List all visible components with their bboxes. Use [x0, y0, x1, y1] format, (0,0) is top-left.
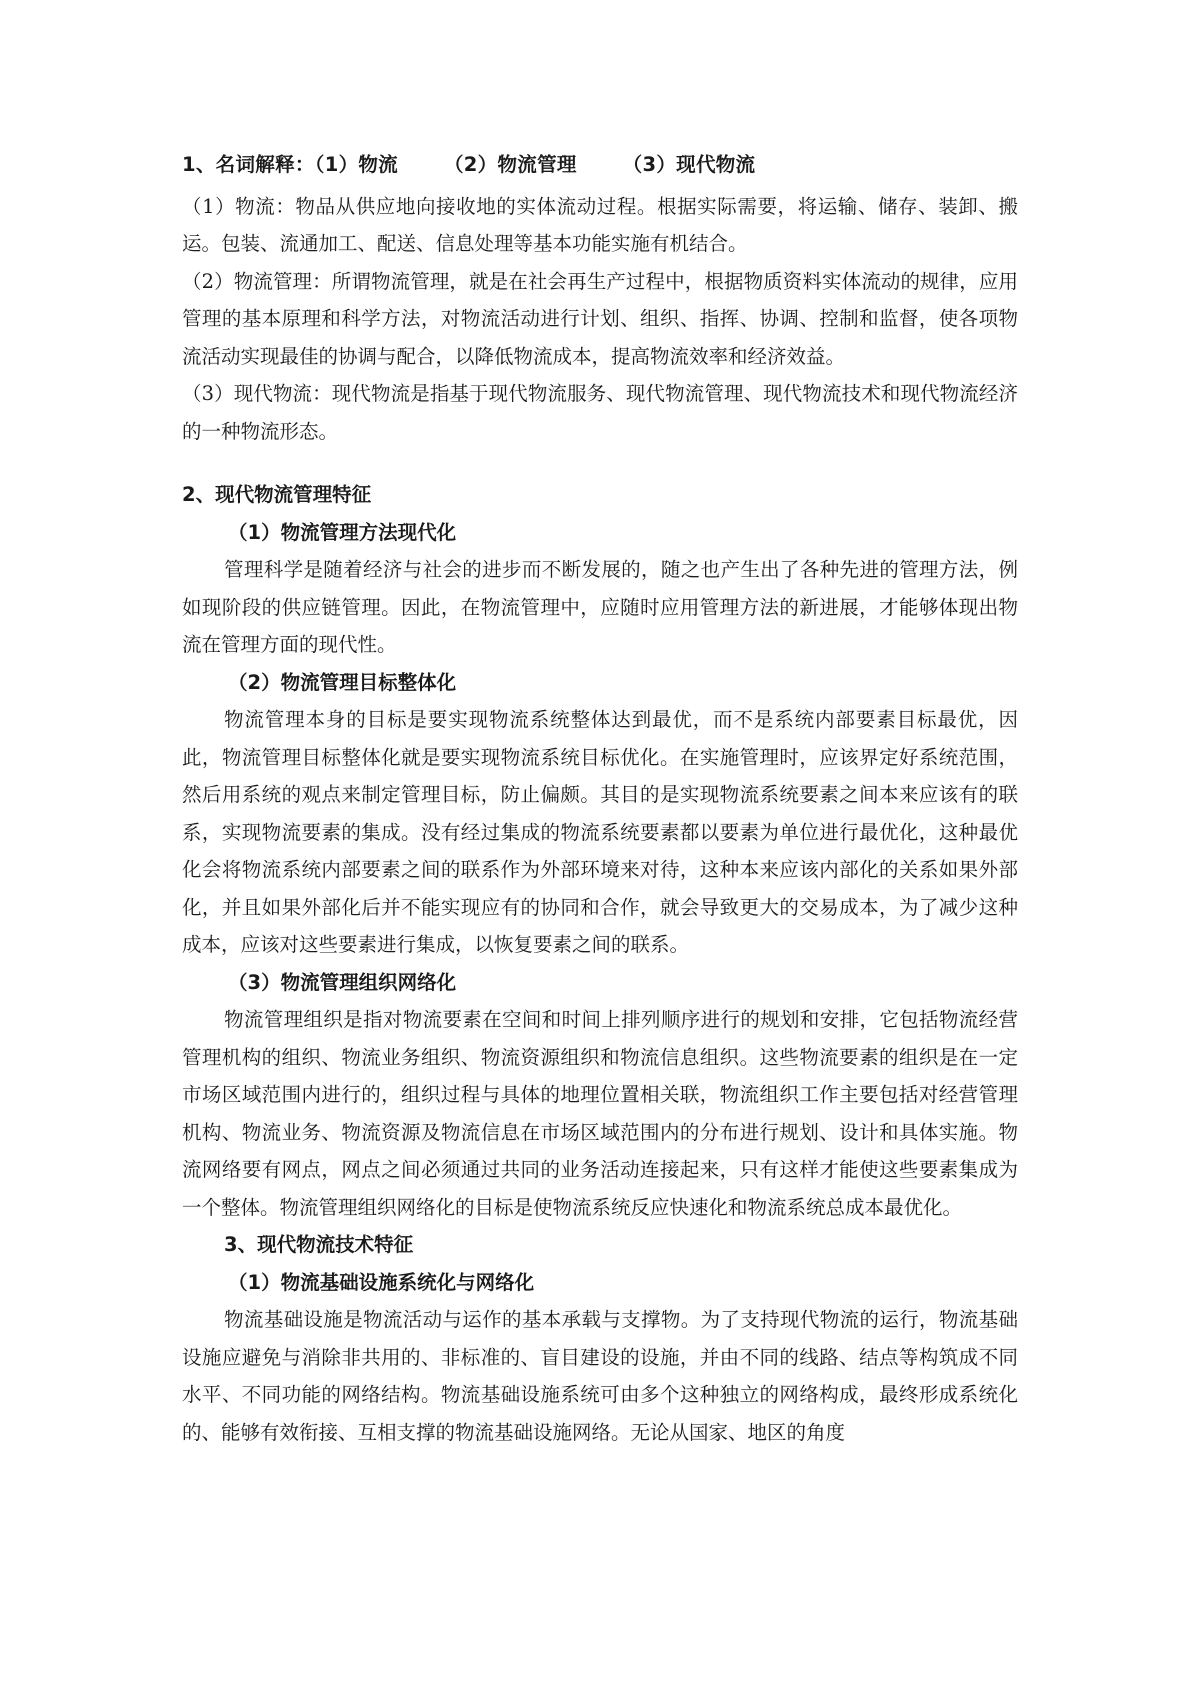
q1-definition-logistics-management: （2）物流管理：所谓物流管理，就是在社会再生产过程中，根据物质资料实体流动的规律，应用管理的基本原理和科学方法，对物流活动进行计划、组织、指挥、协调、控制和监督，使各项物流活动实现最佳的协调与配合，以降低物流成本，提高物流效率和经济效益。 — [182, 269, 1018, 368]
q1-heading-part-b: （2）物流管理 — [444, 153, 577, 176]
q1-heading — [182, 146, 1018, 184]
q1-heading-part-c: （3）现代物流 — [622, 153, 756, 176]
q2-subheading-3: （3）物流管理组织网络化 — [228, 970, 457, 994]
q2-paragraph-3: 物流管理组织是指对物流要素在空间和时间上排列顺序进行的规划和安排，它包括物流经营管理机构的组织、物流业务组织、物流资源组织和物流信息组织。这些物流要素的组织是在一定市场区域范围内进行的，组织过程与具体的地理位置相关联，物流组织工作主要包括对经营管理机构、物流业务、物流资源及物流信息在市场区域范围内的分布进行规划、设计和具体实施。物流网络要有网点，网点之间必须通过共同的业务活动连接起来，只有这样才能使这些要素集成为一个整体。物流管理组织网络化的目标是使物流系统反应快速化和物流系统总成本最优化。 — [182, 1008, 1018, 1219]
q3-paragraph-1: 物流基础设施是物流活动与运作的基本承载与支撑物。为了支持现代物流的运行，物流基础设施应避免与消除非共用的、非标准的、盲目建设的设施，并由不同的线路、结点等构筑成不同水平、不同功能的网络结构。物流基础设施系统可由多个这种独立的网络构成，最终形成系统化的、能够有效衔接、互相支撑的物流基础设施网络。无论从国家、地区的角度 — [182, 1308, 1018, 1444]
q1-definition-modern-logistics: （3）现代物流：现代物流是指基于现代物流服务、现代物流管理、现代物流技术和现代物流经济的一种物流形态。 — [182, 382, 1018, 443]
q2-subheading-1: （1）物流管理方法现代化 — [228, 520, 457, 544]
q2-paragraph-2: 物流管理本身的目标是要实现物流系统整体达到最优，而不是系统内部要素目标最优，因此，物流管理目标整体化就是要实现物流系统目标优化。在实施管理时，应该界定好系统范围，然后用系统的观点来制定管理目标，防止偏颇。其目的是实现物流系统要素之间本来应该有的联系，实现物流要素的集成。没有经过集成的物流系统要素都以要素为单位进行最优化，这种最优化会将物流系统内部要素之间的联系作为外部环境来对待，这种本来应该内部化的关系如果外部化，并且如果外部化后并不能实现应有的协同和合作，就会导致更大的交易成本，为了减少这种成本，应该对这些要素进行集成，以恢复要素之间的联系。 — [182, 708, 1018, 956]
q3-subheading-1: （1）物流基础设施系统化与网络化 — [228, 1270, 535, 1294]
q2-subheading-2: （2）物流管理目标整体化 — [228, 670, 457, 694]
q1-definition-logistics: （1）物流：物品从供应地向接收地的实体流动过程。根据实际需要，将运输、储存、装卸、搬运。包装、流通加工、配送、信息处理等基本功能实施有机结合。 — [182, 194, 1018, 255]
q1-heading-part-a: 1、名词解释：（1）物流 — [182, 153, 398, 176]
q2-paragraph-1: 管理科学是随着经济与社会的进步而不断发展的，随之也产生出了各种先进的管理方法，例如现阶段的供应链管理。因此，在物流管理中，应随时应用管理方法的新进展，才能够体现出物流在管理方面的现代性。 — [182, 558, 1018, 656]
document-content — [182, 146, 1018, 1451]
q3-heading: 3、现代物流技术特征 — [224, 1233, 414, 1256]
q2-heading: 2、现代物流管理特征 — [182, 483, 372, 506]
